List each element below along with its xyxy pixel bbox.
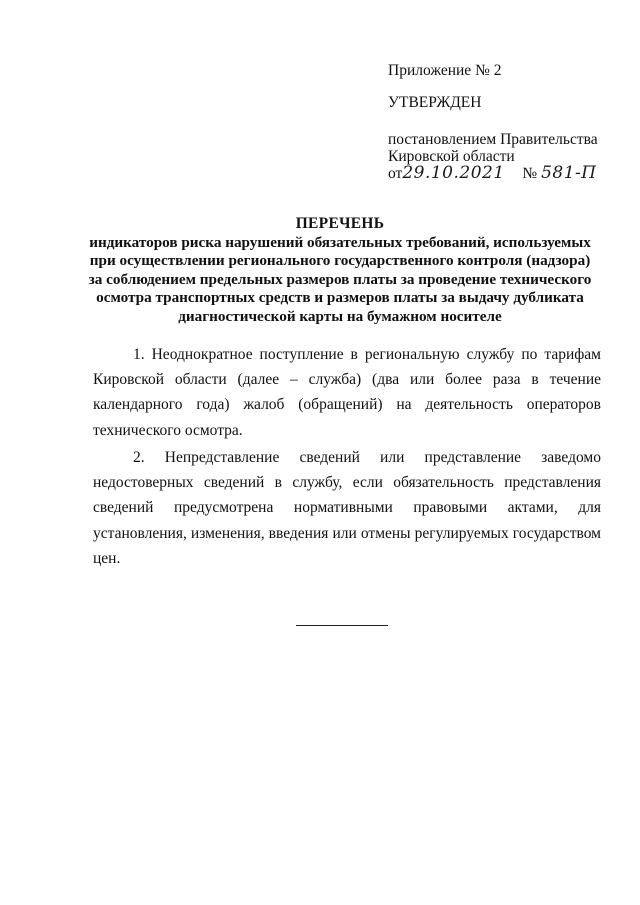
title-line-1: индикаторов риска нарушений обязательных требований, используемых [89,233,591,251]
document-title [80,215,600,327]
decree-line-2: Кировской области [388,148,515,165]
decree-date-number-line [388,165,598,182]
title-line-3: за соблюдением предельных размеров платы за проведение технического [88,270,592,288]
from-prefix: от [388,165,403,182]
item-1-line-4: технического осмотра. [93,421,243,439]
handwritten-number: 581-П [541,163,597,183]
appendix-text: Приложение № 2 [388,62,502,79]
item-2-line-5: цен. [93,549,121,567]
approved-label [388,94,481,111]
decree-line-1: постановлением Правительства [388,131,598,148]
title-line-2: при осуществлении регионального государственного контроля (надзора) [89,252,591,270]
item-1-line-2: Кировской области (далее – служба) (два или более раза в течение [93,371,601,389]
decree-block [388,131,598,182]
title-line-4: осмотра транспортных средств и размеров платы за выдачу дубликата [96,289,584,307]
closing-separator [296,625,388,626]
item-2-line-1: 2. Непредставление сведений или представление заведомо [133,449,601,466]
appendix-label [388,62,501,79]
item-1-line-1: 1. Неоднократное поступление в региональную службу по тарифам [133,346,601,363]
title-line-5: диагностической карты на бумажном носителе [178,307,502,325]
item-2-line-3: сведений предусмотрена нормативными правовыми актами, для [93,499,601,517]
handwritten-date: 29.10.2021 [402,163,505,183]
approved-text: УТВЕРЖДЕН [388,94,482,111]
list-item-1 [93,342,601,443]
item-1-line-3: календарного года) жалоб (обращений) на деятельность операторов [93,396,601,414]
item-2-line-2: недостоверных сведений в службу, если обязательность представления [93,474,601,492]
number-prefix: № [522,165,538,182]
list-item-2 [93,445,601,571]
item-2-line-4: установления, изменения, введения или отмены регулируемых государством [93,524,601,542]
title-heading: ПЕРЕЧЕНЬ [295,215,385,232]
